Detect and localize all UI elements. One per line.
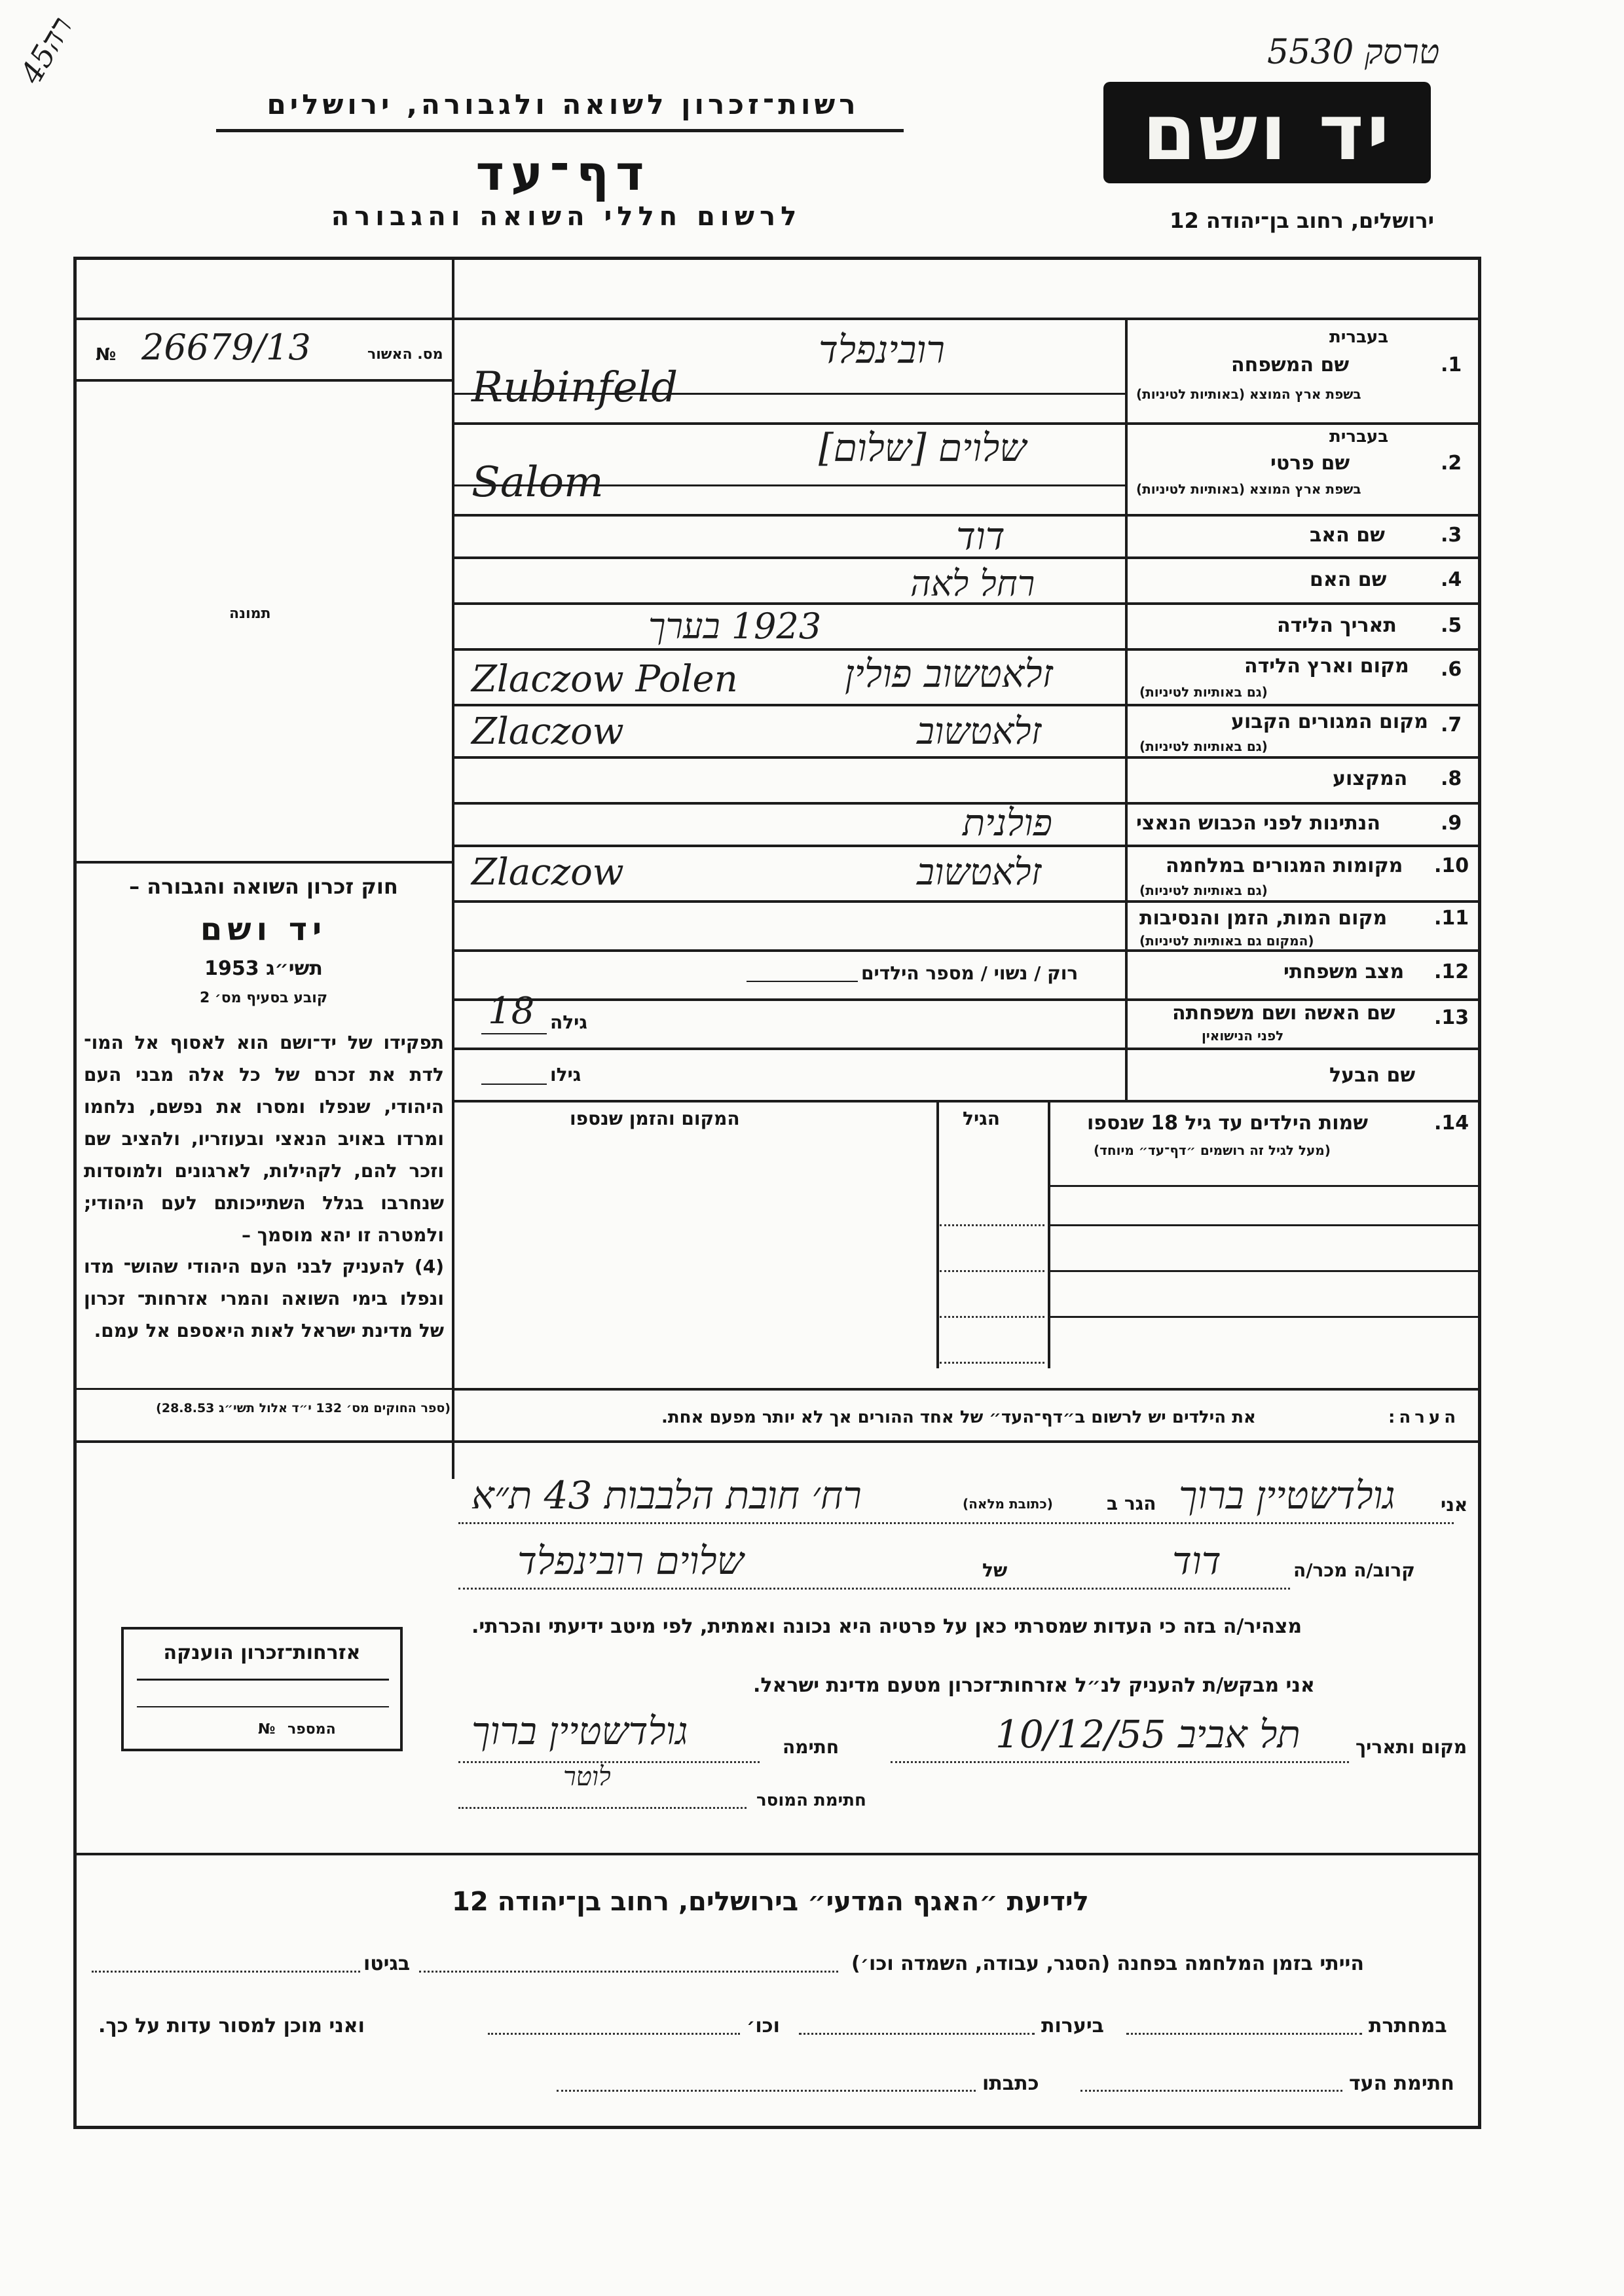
yad-vashem-logo: יד ושם [1103, 82, 1431, 183]
row-label: מקום וארץ הלידה [1244, 655, 1409, 678]
certificate-no-label: המספר [287, 1721, 336, 1738]
scientific-dept-notice: לידיעת ״האגף המדעי״ בירושלים, רחוב בן־יהודה 12 [452, 1887, 1089, 1917]
mother-name-value: רחל לאה [910, 563, 1035, 604]
signature-label: חתימה [783, 1736, 840, 1758]
approval-no-sign: № [96, 345, 117, 365]
husband-age-label: גילו [550, 1064, 581, 1085]
row-label: שם המשפחה [1231, 354, 1350, 376]
first-name-latin: Salom [471, 458, 604, 507]
birth-date-value: 1923 בערך [648, 606, 822, 647]
law-year: תשי״ג 1953 [204, 957, 323, 980]
family-name-latin: Rubinfeld [471, 363, 678, 412]
certificate-no-sign: № [258, 1721, 276, 1738]
first-name-hebrew: שלוים [שלום] [819, 426, 1027, 470]
row-label: שם פרטי [1270, 452, 1350, 475]
father-name-value: דוד [956, 514, 1005, 558]
place-date-label: מקום ותאריך [1356, 1736, 1467, 1758]
certificate-title: אזרחות־זכרון הוענקה [163, 1641, 361, 1664]
place-date-value: תל אביב 10/12/55 [995, 1712, 1301, 1757]
wartime-residence-hebrew: זלאטשוב [917, 851, 1042, 894]
row-number: 7. [1441, 714, 1462, 737]
declarant-name: גולדשטיין ברוך [1179, 1473, 1395, 1518]
birth-place-latin: Zlaczow Polen [471, 658, 738, 701]
row-number: 13. [1434, 1006, 1469, 1029]
row-label: מקום המגורים הקבוע [1231, 710, 1428, 733]
signature-sub: לוטר [563, 1762, 611, 1792]
row-number: 2. [1441, 452, 1462, 475]
forests-label: ביערות [1041, 2014, 1104, 2037]
resident-label: הגר ב [1107, 1493, 1156, 1514]
children-col-age: הגיל [963, 1108, 1000, 1129]
hebrew-tag: בעברית [1329, 427, 1389, 446]
row-number: 5. [1441, 614, 1462, 637]
law-name: יד ושם [200, 911, 327, 948]
row-number: 10. [1434, 854, 1469, 877]
testimony-offer: ואני מוכן למסור עדות על כך. [98, 2014, 365, 2037]
marital-options: רוק / נשוי / מספר הילדים [861, 962, 1079, 984]
children-label: שמות הילדים עד גיל 18 שנספו [1087, 1112, 1368, 1135]
approval-number-box [76, 320, 452, 379]
wartime-residence-latin: Zlaczow [471, 851, 624, 894]
residence-hebrew: זלאטשוב [917, 710, 1042, 753]
citizenship-request: אני מבקש/ת להעניק לנ״ל אזרחות־זכרון מטעם מדינת ישראל. [753, 1674, 1315, 1697]
nationality-value: פולנית [963, 802, 1052, 845]
witness-signature-label: חתימת העד [1349, 2072, 1454, 2095]
institution-address: ירושלים, רחוב בן־יהודה 12 [1170, 208, 1434, 233]
row-sublabel: בשפת ארץ המוצא (באותיות לטיניות) [1136, 481, 1361, 497]
children-col-place: המקום והזמן שנספו [570, 1108, 740, 1129]
law-source: (ספר החוקים מס׳ 132 י״ד אלול תשי״ג 28.8.53) [156, 1401, 451, 1415]
form-subtitle: לרשום חללי השואה והגבורה [331, 202, 802, 232]
i-am-label: אני [1441, 1494, 1468, 1516]
archive-stamp: טרסק 5530 [1267, 33, 1440, 72]
row-sublabel: (גם באותיות לטיניות) [1139, 883, 1268, 898]
wife-age-label: גילה [550, 1011, 587, 1033]
row-sublabel: (המקום גם באותיות לטיניות) [1139, 933, 1314, 949]
underground-label: במחתרת [1369, 2014, 1447, 2037]
photo-label: תמונה [229, 606, 271, 622]
declarant-address: רח׳ חובת הלבבות 43 ת״א [471, 1473, 862, 1518]
row-number: 6. [1441, 658, 1462, 681]
signature-value: גולדשטיין ברוך [471, 1709, 688, 1753]
row-label: מקומות המגורים במלחמה [1166, 854, 1403, 877]
row-sublabel: בשפת ארץ המוצא (באותיות לטיניות) [1136, 386, 1361, 402]
row-number: 8. [1441, 767, 1462, 790]
children-sublabel: (מעל לגיל זה רושמים ״דף־עד״ מיוחד) [1094, 1142, 1331, 1158]
law-text-paragraph-2: (4) להעניק לבני העם היהודי שהוש־ מדו ונפלו בימי השואה והמרי אזרחות־ זכרון של מדינת ישראל לאות היאספם אל עמם. [84, 1256, 444, 1341]
row-label: שם האב [1310, 524, 1385, 547]
ghetto-label: בגיטו [363, 1952, 411, 1975]
declaration-statement: מצהיר/ה בזה כי העדות שמסרתי כאן על פרטיה היא נכונה ואמתית, לפי מיטב ידיעתי והכרתי. [471, 1615, 1302, 1638]
row-label: תאריך הלידה [1277, 614, 1397, 637]
row-number: 14. [1434, 1112, 1469, 1135]
law-title: חוק זכרון השואה והגבורה – [129, 874, 398, 899]
witness-address-label: כתבתו [982, 2072, 1039, 2095]
law-text-paragraph-1: תפקידו של יד־ושם הוא לאסוף אל המו־ לדת את זכרם של כל אלה מבני העם היהודי, שנפלו ומסרו את נפשם, נלחמו ומרדו באויב הנאצי ובעוזריו, ולהציב שם וזכר להם, לקהילות, לארגונים ולמוסדות שנחרבו בגלל השתייכותם לעם היהודי; ולמטרה זו יהא מוסמך – [84, 1032, 444, 1246]
etc-label: וכו׳ [747, 2014, 780, 2037]
row-number: 4. [1441, 568, 1462, 591]
hebrew-tag: בעברית [1329, 327, 1389, 347]
relation-label: קרוב/ה מכר/ה [1293, 1559, 1415, 1581]
note-label: הערה: [1388, 1408, 1460, 1427]
row-number: 9. [1441, 812, 1462, 835]
row-label: שם האם [1310, 568, 1387, 591]
form-title: דף־עד [475, 145, 651, 202]
deceased-name: שלוים רובינפלד [517, 1539, 744, 1583]
certifier-label: חתימת המוסר [756, 1791, 866, 1810]
row-label: מקום המות, הזמן והנסיבות [1139, 907, 1388, 930]
approval-number-value: 26679/13 [141, 327, 311, 368]
of-label: של [982, 1559, 1008, 1581]
note-text: את הילדים יש לרשום ב״דף־העד״ של אחד ההורים אך לא יותר מפעם אחת. [661, 1408, 1256, 1427]
authority-name: רשות־זכרון לשואה ולגבורה, ירושלים [267, 88, 860, 120]
row-number: 11. [1434, 907, 1469, 930]
family-name-hebrew: רובינפלד [819, 327, 945, 372]
law-clause: קובע בסעיף מס׳ 2 [199, 990, 328, 1006]
wife-age-value: 18 [488, 990, 535, 1032]
row-label: מצב משפחתי [1283, 960, 1405, 983]
row-number: 3. [1441, 524, 1462, 547]
row-sublabel: (גם באותיות לטיניות) [1139, 738, 1268, 754]
birth-place-hebrew: זלאטשוב פולין [845, 651, 1053, 696]
row-label: הנתינות לפני הכבוש הנאצי [1136, 812, 1380, 835]
residence-latin: Zlaczow [471, 710, 624, 753]
camp-statement: הייתי בזמן המלחמה בפחנה (הסגר, עבודה, השמדה וכו׳) [851, 1952, 1364, 1975]
row-label: שם האשה ושם משפחתה [1172, 1002, 1395, 1025]
relation-value: דוד [1172, 1539, 1221, 1583]
row-number: 12. [1434, 960, 1469, 983]
row-label: שם הבעל [1329, 1064, 1416, 1087]
address-sublabel: (כתובת מלאה) [963, 1496, 1053, 1512]
row-label: המקצוע [1333, 767, 1408, 790]
approval-label: מס. האשור [367, 346, 443, 363]
row-sublabel: לפני הנישואין [1202, 1028, 1284, 1044]
row-sublabel: (גם באותיות לטיניות) [1139, 684, 1268, 700]
row-number: 1. [1441, 354, 1462, 376]
margin-mark: רה45 [13, 10, 79, 90]
citizenship-granted-box [121, 1627, 403, 1751]
